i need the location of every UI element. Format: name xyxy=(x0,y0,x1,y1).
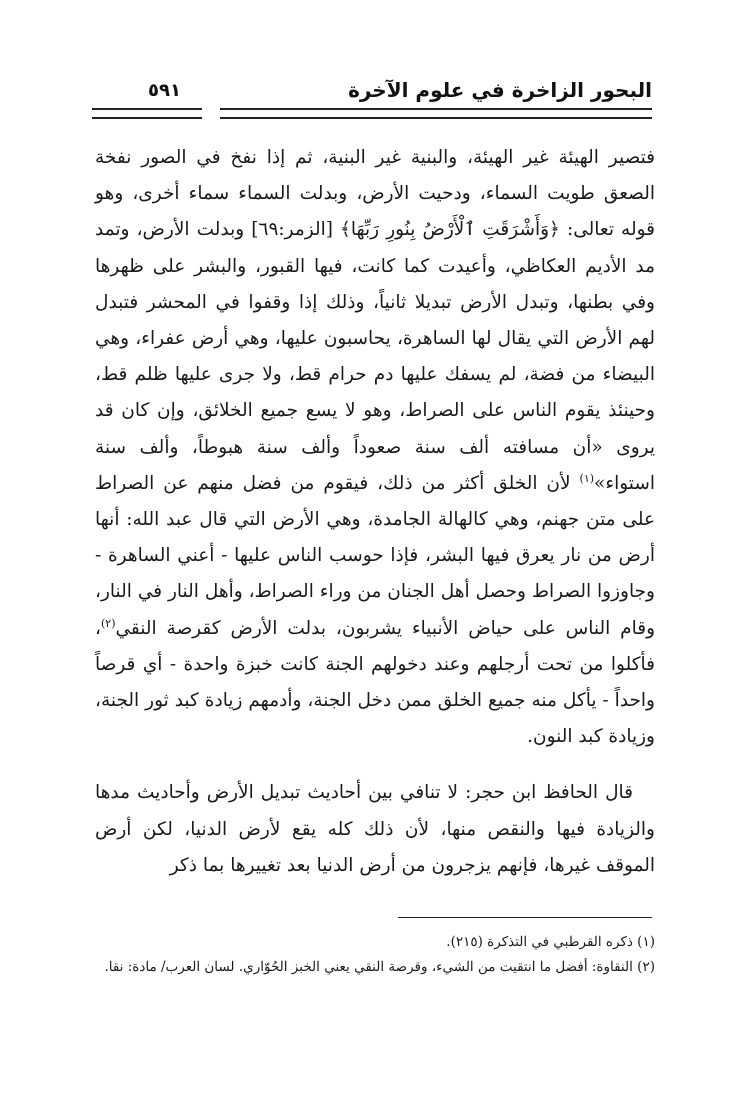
header-double-rule xyxy=(220,108,652,119)
footnote-separator xyxy=(398,917,652,918)
footnotes xyxy=(95,930,655,980)
footnote-2: (٢) النقاوة: أفضل ما انتقيت من الشيء، وقرصة النقي يعني الخبز الحُوّاري. لسان العرب/ مادة: نقا. xyxy=(104,959,655,975)
paragraph-2: قال الحافظ ابن حجر: لا تنافي بين أحاديث تبديل الأرض وأحاديث مدها والزيادة فيها والنقص منها، لأن ذلك كله يقع لأرض الدنيا، لكن أرض الموقف غيرها، فإنهم يزجرون من أرض الدنيا بعد تغييرها بما ذكر xyxy=(95,782,655,876)
book-title: البحور الزاخرة في علوم الآخرة xyxy=(348,78,652,102)
page-number: ٥٩١ xyxy=(148,80,181,101)
footnote-ref-1[interactable]: (١) xyxy=(579,471,595,485)
paragraph-1-part-2: لأن الخلق أكثر من ذلك، فيقوم من فضل منهم عن الصراط على متن جهنم، وهي كالهالة الجامدة، وهي الأرض التي قال عبد الله: أنها أرض من نار يعرق فيها البشر، فإذا حوسب الناس عليها - أعني الساهرة - وجاوزوا الصراط وحصل أهل الجنان من وراء الصراط، وأهل النار في النار، وقام الناس على حياض الأنبياء يشربون، بدلت الأرض كقرصة النقي xyxy=(95,472,655,639)
paragraph-1 xyxy=(95,140,655,755)
footnote-ref-2[interactable]: (٢) xyxy=(100,616,116,630)
running-header xyxy=(92,78,652,122)
header-double-rule-short xyxy=(92,108,202,119)
main-text xyxy=(95,140,655,884)
paragraph-1-part-1: فتصير الهيئة غير الهيئة، والبنية غير البنية، ثم إذا نفخ في الصور نفخة الصعق طويت السماء، ودحيت الأرض، وبدلت السماء سماء أخرى، وهو قوله تعالى: ﴿وَأَشْرَقَتِ ٱلْأَرْضُ بِنُورِ رَبِّهَا﴾ [الزمر:٦٩] وبدلت الأرض، وتمد مد الأديم العكاظي، وأعيدت كما كانت، فيها القبور، والبشر على ظهرها وفي بطنها، وتبدل الأرض تبديلا ثانياً، وذلك إذا وقفوا في المحشر فتبدل لهم الأرض التي يقال لها الساهرة، يحاسبون عليها، وهي أرض عفراء، وهي البيضاء من فضة، لم يسفك عليها دم حرام قط، ولا جرى عليها ظلم قط، وحينئذ يقوم الناس على الصراط، وهو لا يسع جميع الخلائق، وإن كان قد يروى «أن مسافته ألف سنة صعوداً وألف سنة هبوطاً، وألف سنة استواء» xyxy=(95,147,656,494)
paragraph-1-part-3: ، فأكلوا من تحت أرجلهم وعند دخولهم الجنة كانت خبزة واحدة - أي قرصاً واحداً - يأكل منه جميع الخلق ممن دخل الجنة، وأدمهم زيادة كبد ثور الجنة، وزيادة كبد النون. xyxy=(95,617,655,748)
footnote-1: (١) ذكره القرطبي في التذكرة (٢١٥). xyxy=(446,934,655,950)
